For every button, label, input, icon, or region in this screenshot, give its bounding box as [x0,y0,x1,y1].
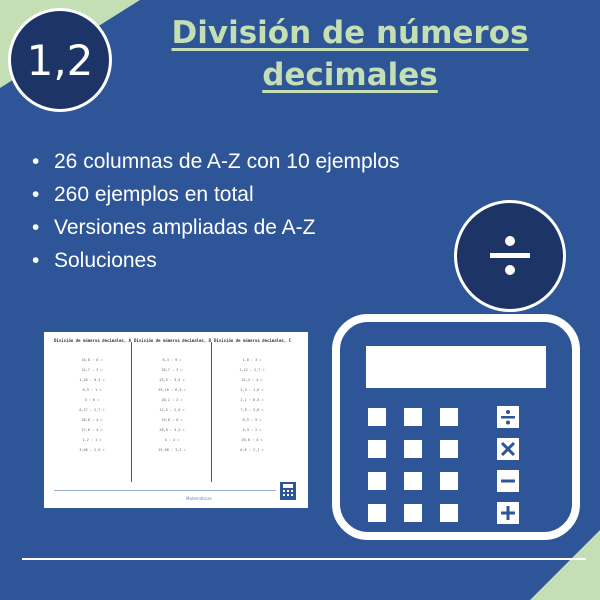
worksheet-exercise: 7,6 : 3,8 = [240,408,264,412]
calculator-key [404,472,422,490]
bullet-icon: • [32,150,40,173]
plus-icon [497,502,519,524]
worksheet-exercise: 0,9 : 1 = [82,388,102,392]
footer-divider [22,558,586,560]
title-line-1: División de números [171,15,529,51]
page-title [150,12,550,96]
worksheet-exercise: 16,8 : 6 = [81,358,103,362]
calculator-display [366,346,546,388]
worksheet-exercise: 4 : 4 = [164,438,180,442]
worksheet-exercise: 14,7 : 3 = [81,368,103,372]
worksheet-exercise: 3 : 6 = [84,398,100,402]
worksheet-preview [44,332,308,508]
bullet-icon: • [32,249,40,272]
worksheet-exercise: 4,06 : 2,9 = [79,448,105,452]
calculator-icon [280,482,296,500]
feature-item [30,247,410,274]
calculator-key [440,440,458,458]
multiply-icon [497,438,519,460]
calculator-key [404,440,422,458]
worksheet-column [214,338,290,455]
worksheet-exercise: 29,16 : 6,3 = [158,388,186,392]
worksheet-exercise: 26,6 : 4 = [241,438,263,442]
calculator-key [368,440,386,458]
calculator-key [440,472,458,490]
worksheet-exercise: 15,68 : 3,2 = [158,448,186,452]
worksheet-exercise: 27,6 : 4 = [81,428,103,432]
feature-item [30,148,410,175]
worksheet-divider [211,342,212,482]
worksheet-column-title: División de números decimales, C [214,338,292,343]
corner-decoration-bottom-right [530,530,600,600]
feature-list [30,148,410,280]
divide-icon [454,200,566,312]
calculator-icon [332,314,580,540]
bullet-icon: • [32,183,40,206]
worksheet-footer-text: Matemáticas [186,496,212,501]
calculator-key [368,408,386,426]
calculator-key [404,408,422,426]
worksheet-exercise: 20,7 : 3 = [161,368,183,372]
feature-item [30,214,410,241]
worksheet-exercise: 0,9 : 9 = [242,418,262,422]
divide-icon [497,406,519,428]
worksheet-exercise: 1,8 : 3 = [242,358,262,362]
worksheet-exercise: 1,26 : 0,3 = [79,378,105,382]
feature-text: 260 ejemplos en total [54,183,254,206]
worksheet-exercise: 0,27 : 2,7 = [79,408,105,412]
grade-badge [8,8,112,112]
worksheet-exercise: 2,4 : 1,6 = [240,388,264,392]
calculator-key [440,504,458,522]
feature-text: Versiones ampliadas de A-Z [54,216,316,239]
grade-text: 1,2 [26,35,94,85]
worksheet-exercise: 20,2 : 2 = [161,398,183,402]
worksheet-footer-line [54,490,276,491]
worksheet-column [54,338,130,455]
worksheet-exercise: 4,4 : 2 = [242,428,262,432]
worksheet-exercise: 1,12 : 2,7 = [239,368,265,372]
worksheet-exercise: 1,2 : 1 = [82,438,102,442]
worksheet-exercise: 28,8 : 3,2 = [159,428,185,432]
worksheet-exercise: 2,1 : 0,3 = [240,398,264,402]
calculator-key [368,472,386,490]
calculator-key [368,504,386,522]
worksheet-divider [131,342,132,482]
worksheet-column-title: División de números decimales, A [54,338,132,343]
worksheet-exercise: 19,8 : 6 = [161,418,183,422]
calculator-key [404,504,422,522]
worksheet-column [134,338,210,455]
worksheet-exercise: 12,5 : 2,5 = [159,408,185,412]
feature-text: 26 columnas de A-Z con 10 ejemplos [54,150,400,173]
feature-item [30,181,410,208]
worksheet-exercise: 25,5 : 3,5 = [159,378,185,382]
minus-icon [497,470,519,492]
worksheet-exercise: 22,4 : 4 = [241,378,263,382]
worksheet-exercise: 28,8 : 4 = [81,418,103,422]
feature-text: Soluciones [54,249,157,272]
bullet-icon: • [32,216,40,239]
calculator-key [440,408,458,426]
worksheet-exercise: 6,6 : 2,1 = [240,448,264,452]
worksheet-exercise: 6,3 : 9 = [162,358,182,362]
worksheet-column-title: División de números decimales, B [134,338,212,343]
title-line-2: decimales [262,57,438,93]
